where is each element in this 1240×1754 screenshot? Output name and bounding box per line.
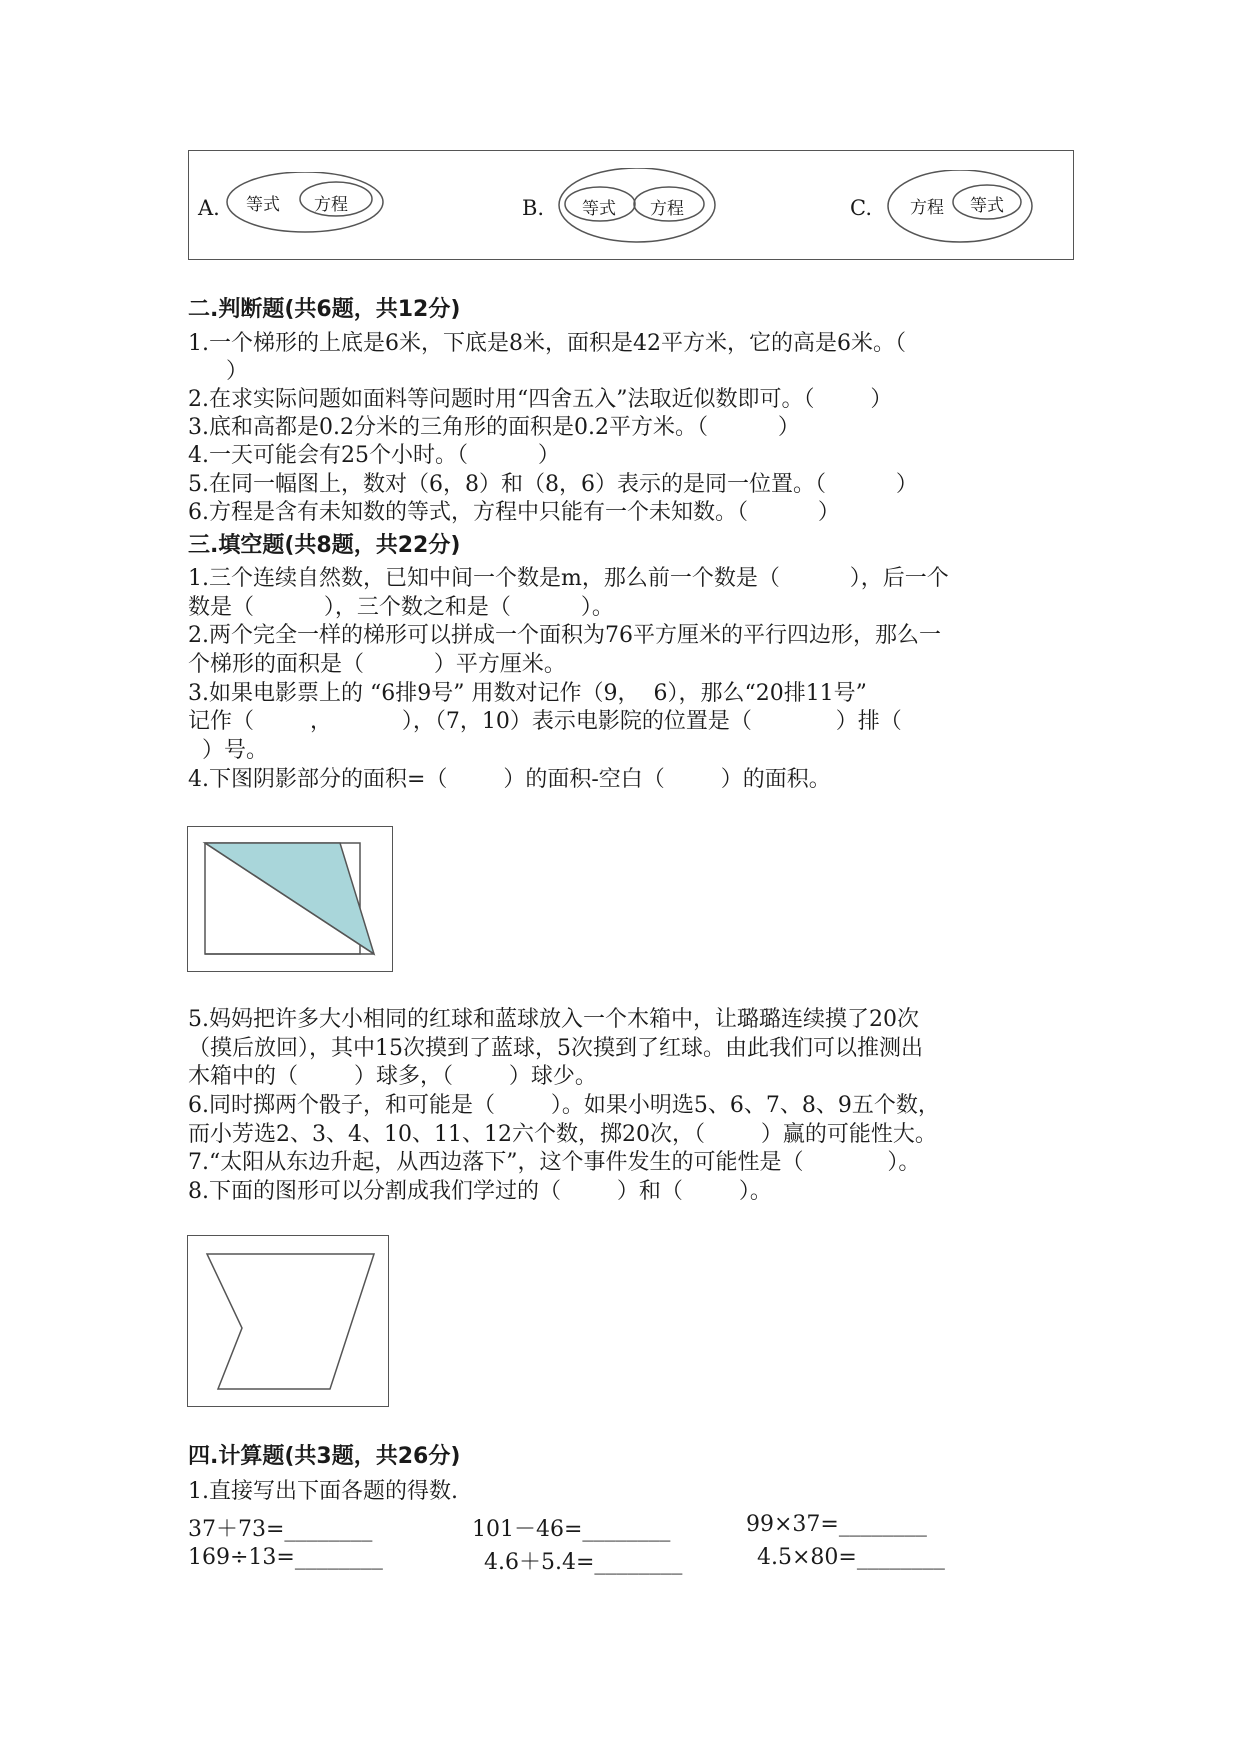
option-c-diagram	[886, 170, 1036, 246]
calc-r1-c3: 99×37=________	[746, 1512, 927, 1537]
s3-q6-line2: 而小芳选2、3、4、10、11、12六个数，掷20次，（ ）赢的可能性大。	[188, 1122, 937, 1147]
s3-q4: 4.下图阴影部分的面积=（ ）的面积-空白（ ）的面积。	[188, 767, 831, 792]
s3-q2-line2: 个梯形的面积是（ ）平方厘米。	[188, 652, 566, 677]
s3-q7: 7.“太阳从东边升起，从西边落下”，这个事件发生的可能性是（ ）。	[188, 1150, 921, 1175]
s2-q1-line1: 1.一个梯形的上底是6米，下底是8米，面积是42平方米，它的高是6米。（	[188, 331, 906, 356]
s4-q1: 1.直接写出下面各题的得数.	[188, 1479, 458, 1504]
s3-q5-line2: （摸后放回），其中15次摸到了蓝球，5次摸到了红球。由此我们可以推测出	[188, 1036, 923, 1061]
option-b-label: B.	[522, 196, 545, 220]
s3-q3-line3: ）号。	[188, 738, 268, 763]
calc-r1-c1: 37＋73=________	[188, 1517, 373, 1542]
option-b-left-label: 等式	[582, 199, 616, 219]
calc-r2-c2: 4.6＋5.4=________	[484, 1550, 683, 1575]
option-a-label: A.	[198, 196, 220, 220]
section3-heading: 三.填空题(共8题，共22分)	[188, 533, 461, 558]
s2-q6: 6.方程是含有未知数的等式，方程中只能有一个未知数。（ ）	[188, 500, 840, 525]
section4-heading: 四.计算题(共3题，共26分)	[188, 1444, 461, 1469]
option-c-outer-label: 方程	[910, 198, 944, 218]
s3-q6-line1: 6.同时掷两个骰子，和可能是（ ）。如果小明选5、6、7、8、9五个数，	[188, 1093, 940, 1118]
s3-q3-line1: 3.如果电影票上的 “6排9号” 用数对记作（9， 6），那么“20排11号”	[188, 681, 867, 706]
option-b-right-label: 方程	[650, 199, 684, 219]
figure-composite-shape	[187, 1235, 389, 1407]
s2-q2: 2.在求实际问题如面料等问题时用“四舍五入”法取近似数即可。（ ）	[188, 387, 893, 412]
s2-q5: 5.在同一幅图上，数对（6，8）和（8，6）表示的是同一位置。（ ）	[188, 472, 918, 497]
calc-r2-c3: 4.5×80=________	[757, 1545, 945, 1570]
option-b-diagram	[557, 168, 717, 244]
s3-q5-line1: 5.妈妈把许多大小相同的红球和蓝球放入一个木箱中，让璐璐连续摸了20次	[188, 1007, 919, 1032]
s2-q3: 3.底和高都是0.2分米的三角形的面积是0.2平方米。（ ）	[188, 415, 800, 440]
s2-q1-line2: ）	[226, 359, 249, 384]
option-c-label: C.	[850, 196, 872, 220]
figure-shaded-area	[187, 826, 393, 972]
s2-q4: 4.一天可能会有25个小时。（ ）	[188, 443, 560, 468]
calc-r1-c2: 101－46=________	[472, 1517, 671, 1542]
calc-r2-c1: 169÷13=________	[188, 1545, 383, 1570]
section2-heading: 二.判断题(共6题，共12分)	[188, 297, 461, 322]
s3-q1-line2: 数是（ ），三个数之和是（ ）。	[188, 595, 614, 620]
s3-q2-line1: 2.两个完全一样的梯形可以拼成一个面积为76平方厘米的平行四边形，那么一	[188, 623, 941, 648]
option-a-inner-label: 方程	[314, 195, 348, 215]
option-c-inner-label: 等式	[970, 196, 1004, 216]
option-a-outer-label: 等式	[246, 195, 280, 215]
s3-q1-line1: 1.三个连续自然数，已知中间一个数是m，那么前一个数是（ ），后一个	[188, 566, 949, 591]
s3-q8: 8.下面的图形可以分割成我们学过的（ ）和（ ）。	[188, 1179, 772, 1204]
s3-q3-line2: 记作（ ， ），（7，10）表示电影院的位置是（ ）排（	[188, 709, 902, 734]
s3-q5-line3: 木箱中的（ ）球多，（ ）球少。	[188, 1064, 597, 1089]
